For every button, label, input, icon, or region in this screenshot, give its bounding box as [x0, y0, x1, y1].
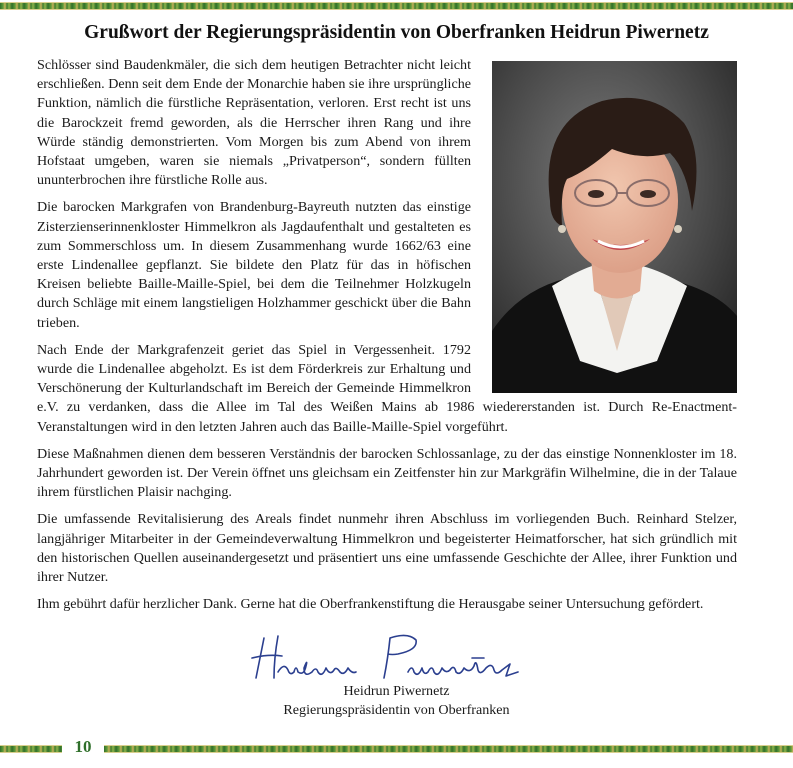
paragraph-3: Nach Ende der Markgrafenzeit geriet das Spiel in Vergessenheit. 1792 wurde die Lindenallee abgeholzt. Es ist dem Förderkreis zur Erhaltung und Verschönerung der Kulturlandschaft im Bereich der Gemeinde Himmelkron e.V. zu verdanken, dass die Allee im Tal des Weißen Mains ab 1986 wiedererstanden ist. Durch Re-Enactment-Veranstaltungen wird in den letzten Jahren auch das Baille-Maille-Spiel vorgeführt. — [37, 341, 737, 435]
body-text — [37, 56, 737, 622]
decorative-bottom-border-left — [0, 745, 62, 753]
signature-icon — [248, 628, 528, 686]
signer-name-text: Heidrun Piwernetz — [343, 683, 450, 699]
signer-title: Regierungspräsidentin von Oberfranken — [283, 702, 510, 718]
page-number: 10 — [74, 737, 92, 756]
paragraph-4: Diese Maßnahmen dienen dem besseren Verständnis der barocken Schlossanlage, zu der das einstige Nonnenkloster im 18. Jahrhundert geworden ist. Der Verein öffnet uns gleichsam ein Zeitfenster hin zur Markgräfin Wilhelmine, die in der Talaue ihrem fürstlichen Plaisir nachging. — [37, 445, 737, 501]
page-title: Grußwort der Regierungspräsidentin von Oberfranken Heidrun Piwernetz — [84, 22, 709, 43]
decorative-top-border — [0, 2, 793, 10]
handwritten-signature — [248, 628, 528, 686]
decorative-bottom-border-right — [104, 745, 793, 753]
paragraph-5: Die umfassende Revitalisierung des Areals findet nunmehr ihren Abschluss im vorliegenden Buch. Reinhard Stelzer, langjähriger Mitarbeiter in der Gemeindeverwaltung Himmelkron und begeisterter Heimatforscher, hat sich gründlich mit den historischen Quellen auseinandergesetzt und präsentiert uns eine umfassende Geschichte der Allee, ihrer Funktion und ihrer Nutzer. — [37, 511, 737, 586]
paragraph-6: Ihm gebührt dafür herzlicher Dank. Gerne hat die Oberfrankenstiftung die Herausgabe seiner Untersuchung gefördert. — [37, 596, 704, 613]
paragraph-2: Die barocken Markgrafen von Brandenburg-Bayreuth nutzten das einstige Zisterzienserinnenkloster Himmelkron als Jagdaufenthalt und gestalteten es zum Sommerschloss um. In diesem Zusammenhang wurde 1662/63 eine erste Lindenallee gepflanzt. Sie bildete den Platz für das in höfischen Kreisen beliebte Baille-Maille-Spiel, bei dem die Teilnehmer Holzkugeln durch Schläge mit einem langstieligen Holzhammer geschickt über die Bahn trieben. — [37, 199, 471, 331]
paragraph-1: Schlösser sind Baudenkmäler, die sich dem heutigen Betrachter nicht leicht erschließen. Denn seit dem Ende der Monarchie haben sie ihre ursprüngliche Funktion, nämlich die fürstliche Repräsentation, verloren. Erst recht ist uns die Barockzeit fremd geworden, als die Herrscher ihren Rang und ihre Würde ständig demonstrierten. Vom Morgen bis zum Abend von ihrem Hofstaat umgeben, waren sie niemals „Privatperson“, sondern füllten ununterbrochen ihre fürstliche Rolle aus. — [37, 57, 472, 189]
signer-name — [0, 683, 793, 700]
portrait-spacer — [471, 56, 737, 394]
